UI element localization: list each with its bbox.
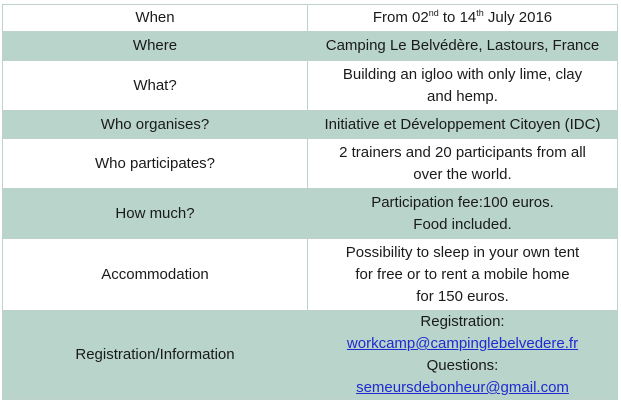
row-accommodation [3,239,618,311]
price-value: Participation fee:100 euros. Food included. [308,189,618,239]
row-what [3,61,618,111]
when-label: When [3,5,308,32]
what-value: Building an igloo with only lime, clay and hemp. [308,61,618,111]
organises-label: Who organises? [3,111,308,139]
row-registration [3,311,618,400]
organises-value: Initiative et Développement Citoyen (IDC) [308,111,618,139]
row-where [3,32,618,61]
row-organises [3,111,618,139]
event-info-table [2,4,618,400]
accommodation-label: Accommodation [3,239,308,311]
registration-heading: Registration: [420,313,505,330]
questions-email-link[interactable]: semeursdebonheur@gmail.com [356,379,569,396]
registration-email-link[interactable]: workcamp@campinglebelvedere.fr [346,335,579,352]
what-label: What? [3,61,308,111]
questions-heading: Questions: [426,357,499,374]
accommodation-value: Possibility to sleep in your own tent for free or to rent a mobile home for 150 euros. [308,239,618,311]
where-value: Camping Le Belvédère, Lastours, France [308,32,618,61]
row-participates [3,139,618,189]
participates-value: 2 trainers and 20 participants from all over the world. [308,139,618,189]
when-value: From 02nd to 14th July 2016 [308,5,618,32]
participates-label: Who participates? [3,139,308,189]
where-label: Where [3,32,308,61]
price-label: How much? [3,189,308,239]
registration-label: Registration/Information [3,311,308,400]
row-price [3,189,618,239]
row-when [3,5,618,32]
registration-value [308,311,618,400]
